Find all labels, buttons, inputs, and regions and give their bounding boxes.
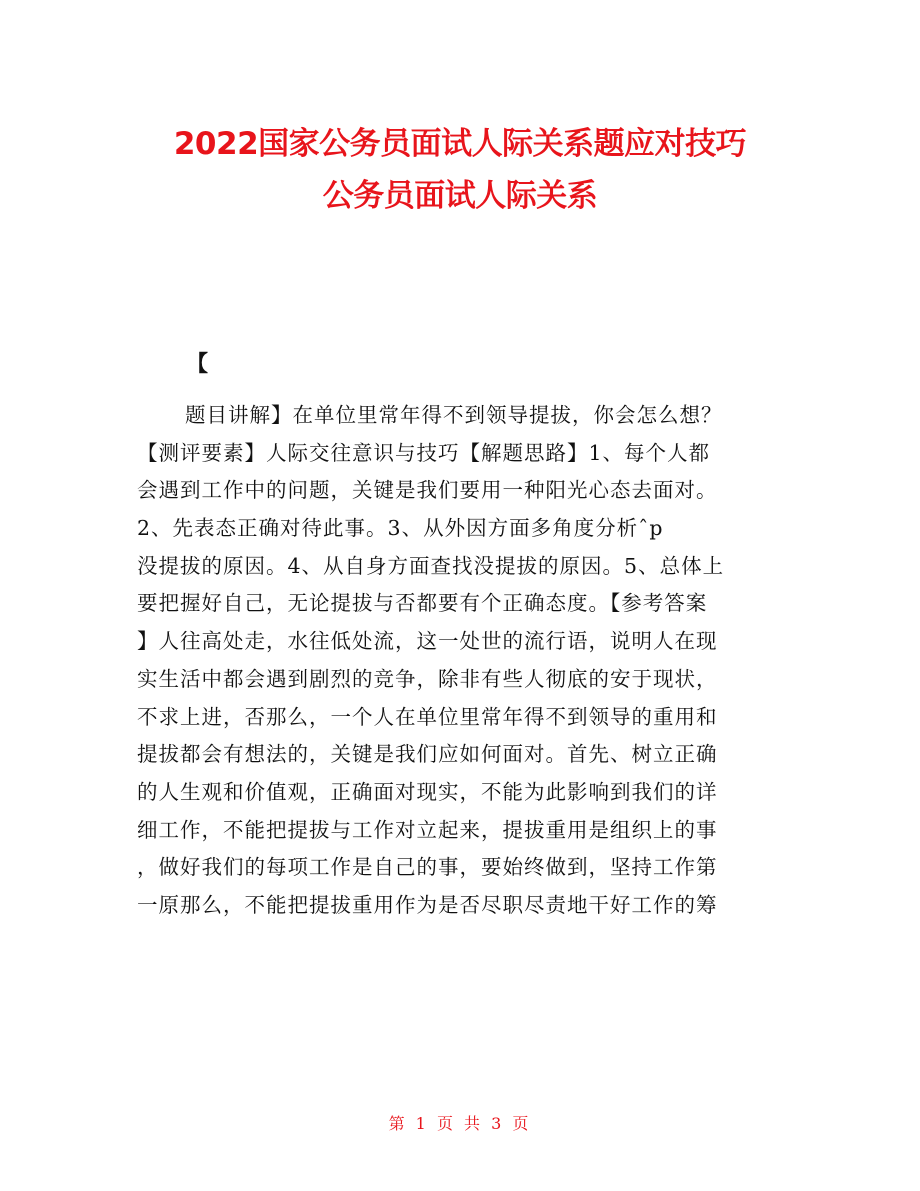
title-line-1: 2022国家公务员面试人际关系题应对技巧: [173, 126, 747, 162]
body-line: 会遇到工作中的问题，关键是我们要用一种阳光心态去面对。: [137, 478, 718, 503]
opening-bracket: 【: [186, 352, 209, 377]
body-line: 题目讲解】在单位里常年得不到领导提拔，你会怎么想？: [185, 403, 723, 427]
body-line: 】人往高处走，水往低处流，这一处世的流行语，说明人在现: [137, 629, 718, 654]
document-title: [0, 118, 920, 222]
body-line: 实生活中都会遇到剧烈的竞争，除非有些人彻底的安于现状，: [137, 666, 718, 691]
body-line: 提拔都会有想法的，关键是我们应如何面对。首先、树立正确: [137, 742, 718, 767]
body-line: 不求上进，否那么，一个人在单位里常年得不到领导的重用和: [137, 704, 718, 729]
body-line: 要把握好自己，无论提拔与否都要有个正确态度。【参考答案: [137, 591, 708, 616]
body-line: ，做好我们的每项工作是自己的事，要始终做到，坚持工作第: [137, 855, 718, 880]
title-line-2: 公务员面试人际关系: [322, 178, 598, 214]
body-line: 【测评要素】人际交往意识与技巧【解题思路】1、每个人都: [137, 440, 711, 465]
body-line: 没提拔的原因。4、从自身方面查找没提拔的原因。5、总体上: [137, 553, 725, 578]
page-footer: 第 1 页 共 3 页: [388, 1114, 532, 1133]
body-line: 的人生观和价值观，正确面对现实，不能为此影响到我们的详: [137, 779, 718, 804]
body-line: 一原那么，不能把提拔重用作为是否尽职尽责地干好工作的筹: [137, 892, 718, 917]
body-line: 2、先表态正确对待此事。3、从外因方面多角度分析ˆp: [137, 516, 664, 541]
body-text: [137, 397, 787, 925]
body-line: 细工作，不能把提拔与工作对立起来，提拔重用是组织上的事: [137, 817, 718, 842]
